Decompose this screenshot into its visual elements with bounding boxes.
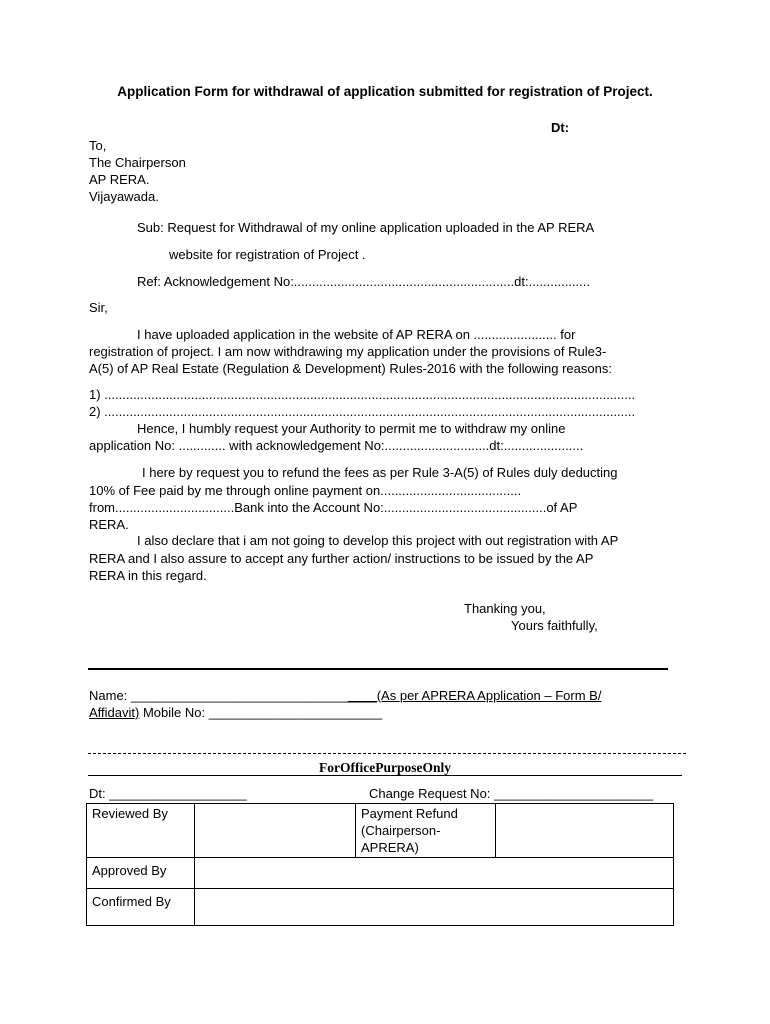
office-table	[86, 803, 674, 926]
closing-yours: Yours faithfully,	[511, 618, 598, 633]
dashed-separator	[88, 753, 686, 754]
affidavit-line	[89, 705, 382, 720]
date-label: Dt:	[551, 120, 570, 135]
approved-by-label: Approved By	[87, 858, 195, 889]
closing-thanks: Thanking you,	[464, 601, 546, 616]
reference-line: Ref: Acknowledgement No:.............................................................dt:.................	[137, 274, 590, 289]
address-line: Vijayawada.	[89, 189, 159, 204]
para3-line: from.................................Bank into the Account No:.............................................of AP	[89, 500, 578, 515]
approved-by-cell	[195, 858, 674, 889]
payment-refund-cell	[496, 804, 674, 858]
para4-line: RERA in this regard.	[89, 568, 207, 583]
para1-line: I have uploaded application in the website of AP RERA on ....................... for	[137, 327, 576, 342]
name-tail: ____(As per APRERA Application – Form B/	[347, 688, 602, 703]
name-line	[89, 688, 601, 703]
para1-line: registration of project. I am now withdrawing my application under the provisions of Rule3-	[89, 344, 607, 359]
address-block	[89, 137, 186, 205]
address-line: To,	[89, 138, 107, 153]
para2-line: Hence, I humbly request your Authority to permit me to withdraw my online	[137, 421, 566, 436]
table-row	[87, 889, 674, 926]
name-label: Name: ______________________________	[89, 688, 348, 703]
office-heading: ForOfficePurposeOnly	[319, 760, 451, 775]
confirmed-by-cell	[195, 889, 674, 926]
para3-line: RERA.	[89, 517, 129, 532]
table-row	[87, 804, 674, 858]
affidavit-label: Affidavit)	[89, 705, 140, 720]
address-line: The Chairperson	[89, 155, 186, 170]
para2-line: application No: ............. with acknowledgement No:.............................dt:......................	[89, 438, 584, 453]
para4-line: RERA and I also assure to accept any further action/ instructions to be issued by the AP	[89, 551, 594, 566]
para4-line: I also declare that i am not going to develop this project with out registration with AP	[137, 533, 619, 548]
subject-line-2: website for registration of Project .	[169, 247, 366, 262]
office-date: Dt: ___________________	[89, 786, 247, 801]
confirmed-by-label: Confirmed By	[87, 889, 195, 926]
para3-line: 10% of Fee paid by me through online payment on.......................................	[89, 483, 522, 498]
payment-refund-line: (Chairperson-	[361, 823, 441, 838]
para3-line: I here by request you to refund the fees as per Rule 3-A(5) of Rules duly deducting	[142, 465, 618, 480]
payment-refund-label	[356, 804, 496, 858]
reviewed-by-cell	[195, 804, 356, 858]
para1-line: A(5) of AP Real Estate (Regulation & Development) Rules-2016 with the following reasons:	[89, 361, 612, 376]
office-separator	[88, 775, 682, 776]
separator-line	[88, 668, 668, 670]
change-request-no: Change Request No: ______________________	[369, 786, 654, 801]
mobile-label: Mobile No: ________________________	[139, 705, 383, 720]
table-row	[87, 858, 674, 889]
subject-line-1: Sub: Request for Withdrawal of my online application uploaded in the AP RERA	[137, 220, 595, 235]
payment-refund-line: APRERA)	[361, 840, 419, 855]
reason-1: 1) ...................................................................................................................................................	[89, 387, 636, 402]
reviewed-by-label: Reviewed By	[87, 804, 195, 858]
form-title: Application Form for withdrawal of application submitted for registration of Project.	[117, 84, 653, 99]
payment-refund-line: Payment Refund	[361, 806, 458, 821]
address-line: AP RERA.	[89, 172, 150, 187]
reason-2: 2) ...................................................................................................................................................	[89, 404, 636, 419]
salutation: Sir,	[89, 300, 108, 315]
